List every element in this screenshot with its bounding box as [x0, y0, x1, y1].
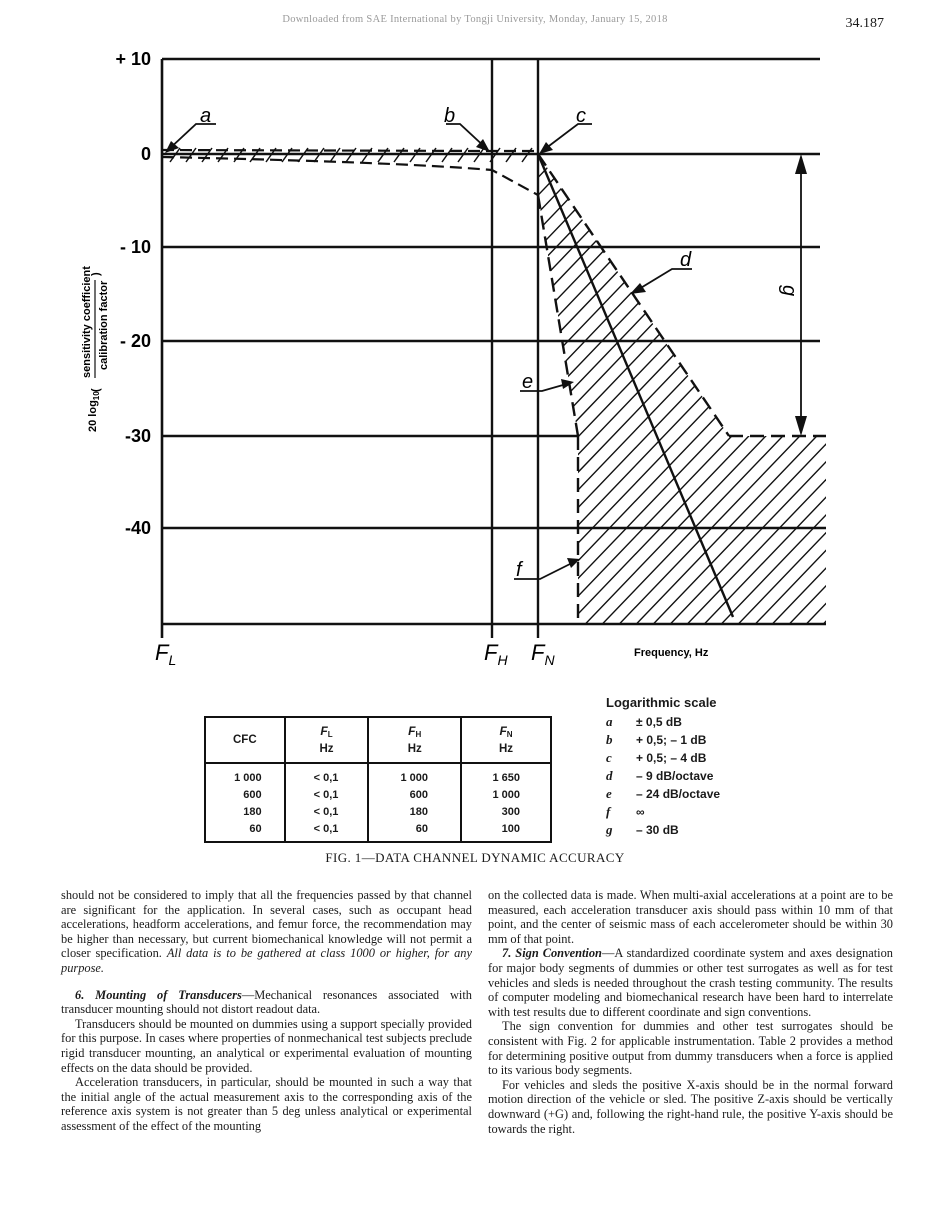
download-note: Downloaded from SAE International by Tongji University, Monday, January 15, 2018 [282, 14, 668, 25]
annotation-b: b [444, 105, 456, 127]
hatch-line [723, 140, 950, 640]
y-axis-label [81, 266, 110, 432]
fl-cell: < 0,1 [285, 804, 369, 821]
cfc-header: CFC [205, 717, 285, 763]
fl-cell: < 0,1 [285, 763, 369, 787]
fh-header: FH Hz [368, 717, 461, 763]
annotation-leaders [165, 124, 692, 579]
hatch-line [60, 140, 540, 640]
hatch-line [553, 140, 950, 640]
body-paragraph: on the collected data is made. When multi-axial accelerations at a point are to be measured, each acceleration transducer axis should pass within 10 mm of that point, and the center of seismic mass of each accelerometer should be within 30 mm of that point. [488, 888, 893, 946]
table-row [205, 804, 551, 821]
hatch-line [604, 140, 950, 640]
annotation-g: g [778, 285, 800, 297]
legend-title: Logarithmic scale [606, 695, 717, 710]
svg-text:calibration factor: calibration factor [98, 280, 110, 370]
annotation-a: a [200, 105, 212, 127]
hatch-line [808, 140, 950, 640]
legend-item: f ∞ [606, 804, 645, 819]
hatch-line [842, 140, 950, 640]
passband-lower-limit [162, 157, 538, 195]
table-row [205, 787, 551, 804]
fh-cell: 600 [368, 787, 461, 804]
svg-text:sensitivity coefficient: sensitivity coefficient [81, 266, 93, 378]
hatch-line [876, 140, 950, 640]
body-paragraph: Acceleration transducers, in particular, should be mounted in such a way that the initial angle of the actual measurement axis to the corresponding axis of the reference axis system is not greater than 5 deg unless analytical or experimental assessment of the effect of the mounting [61, 1075, 472, 1133]
y-tick-0: 0 [140, 144, 151, 164]
cfc-cell: 60 [205, 821, 285, 842]
slope-d-limit [538, 154, 729, 436]
hatch-line [417, 140, 897, 640]
fl-cell: < 0,1 [285, 821, 369, 842]
fn-cell: 100 [461, 821, 551, 842]
logarithmic-scale-legend [606, 695, 720, 839]
hatch-line [536, 140, 950, 640]
fh-cell: 180 [368, 804, 461, 821]
legend-item: d – 9 dB/octave [606, 768, 714, 783]
x-marker-fn: $F_N$ [531, 640, 555, 668]
hatch-line [757, 140, 950, 640]
hatch-line [179, 140, 659, 640]
chart-gridlines [162, 59, 826, 528]
hatch-line [740, 140, 950, 640]
annotation-c: c [576, 105, 586, 127]
hatch-line [893, 140, 950, 640]
x-marker-fh: $F_H$ [484, 640, 508, 668]
legend-item: e – 24 dB/octave [606, 786, 721, 801]
hatch-line [927, 140, 950, 640]
hatch-line [315, 140, 795, 640]
body-paragraph: Transducers should be mounted on dummies using a support specially provided for this purpose. In cases where properties of nonmechanical test subjects preclude rigid transducer mounting, an analytical or experimental evaluation of mounting effects on the data should be provided. [61, 1016, 472, 1075]
body-paragraph: 7. Sign Convention—A standardized coordinate system and axes designation for major body segments of dummies or other test surrogates as well as for test vehicles and sleds is needed throughout the crash testing community. The results of computer modeling and biomechanical research have been hard to interrelate with test results due to different coordinate and sign conventions. [488, 946, 893, 1019]
annotation-e: e [522, 371, 534, 393]
hatch-line [264, 140, 744, 640]
fl-cell: < 0,1 [285, 787, 369, 804]
legend-item: a ± 0,5 dB [606, 714, 682, 729]
hatched-tolerance-region [60, 140, 950, 640]
body-paragraph: 6. Mounting of Transducers—Mechanical resonances associated with transducer mounting should not distort readout data. [61, 987, 472, 1017]
fh-cell: 1 000 [368, 763, 461, 787]
annotation-d: d [680, 249, 692, 271]
annotation-f: f [516, 559, 522, 581]
hatch-line [145, 140, 625, 640]
svg-text:(: ( [90, 388, 102, 392]
fn-cell: 1 650 [461, 763, 551, 787]
hatch-line [570, 140, 950, 640]
cfc-cell: 180 [205, 804, 285, 821]
hatch-line [638, 140, 950, 640]
hatch-line [672, 140, 950, 640]
x-axis-unit: Frequency, Hz [634, 647, 709, 659]
cfc-table [204, 716, 552, 843]
hatch-line [77, 140, 557, 640]
hatch-line [706, 140, 950, 640]
hatch-line [383, 140, 863, 640]
hatch-line [825, 140, 950, 640]
legend-item: b + 0,5; – 1 dB [606, 732, 707, 747]
hatch-line [366, 140, 846, 640]
hatch-line [128, 140, 608, 640]
y-tick-minus10: - 10 [119, 237, 151, 257]
hatch-line [519, 140, 950, 640]
table-row [205, 763, 551, 787]
svg-text:): ) [90, 272, 102, 276]
x-marker-fl: $F_L$ [155, 640, 177, 668]
hatch-line [349, 140, 829, 640]
fn-header: FN Hz [461, 717, 551, 763]
hatch-line [944, 140, 950, 640]
hatch-line [910, 140, 950, 640]
y-tick-minus40: -40 [124, 518, 151, 538]
y-tick-minus20: - 20 [119, 331, 151, 351]
y-tick-minus30: -30 [124, 426, 151, 446]
hatch-line [196, 140, 676, 640]
hatch-line [791, 140, 950, 640]
fn-cell: 300 [461, 804, 551, 821]
hatch-line [213, 140, 693, 640]
page-number: 34.187 [845, 16, 884, 31]
legend-item: g – 30 dB [606, 822, 679, 837]
cfc-cell: 600 [205, 787, 285, 804]
y-tick-plus10: + 10 [115, 49, 151, 69]
legend-item: c + 0,5; – 4 dB [606, 750, 707, 765]
svg-text:20 log10: 20 $\log_{10}$ [87, 391, 101, 432]
hatch-line [247, 140, 727, 640]
fl-header: FL Hz [285, 717, 369, 763]
body-paragraph: should not be considered to imply that all the frequencies passed by that channel are significant for the application. In several cases, such as occupant head accelerations, headform accelerations, and femur force, the recommendation may be higher than necessary, but current biomechanical knowledge will not permit a closer specification. All data is to be gathered at class 1000 or higher, for any purpose. [61, 888, 472, 975]
hatch-line [485, 140, 950, 640]
cfc-cell: 1 000 [205, 763, 285, 787]
body-column-left [61, 888, 472, 1134]
body-paragraph: For vehicles and sleds the positive X-axis should be in the normal forward motion direction of the vehicle or sled. The positive Z-axis should be vertically downward (+G) and, following the right-hand rule, the positive Y-axis should be towards the right. [488, 1077, 893, 1136]
body-column-right [488, 888, 893, 1136]
fh-cell: 60 [368, 821, 461, 842]
hatch-line [434, 140, 914, 640]
hatch-line [400, 140, 880, 640]
figure-caption: FIG. 1—DATA CHANNEL DYNAMIC ACCURACY [325, 850, 625, 865]
hatch-line [689, 140, 950, 640]
hatch-line [859, 140, 950, 640]
hatch-line [94, 140, 574, 640]
hatch-line [621, 140, 950, 640]
table-row [205, 821, 551, 842]
fn-cell: 1 000 [461, 787, 551, 804]
body-paragraph: The sign convention for dummies and other test surrogates should be consistent with Fig. 2 for applicable instrumentation. Table 2 provides a method for determining positive output from dummy transducers when a force is applied to its various body segments. [488, 1019, 893, 1078]
hatch-line [468, 140, 948, 640]
